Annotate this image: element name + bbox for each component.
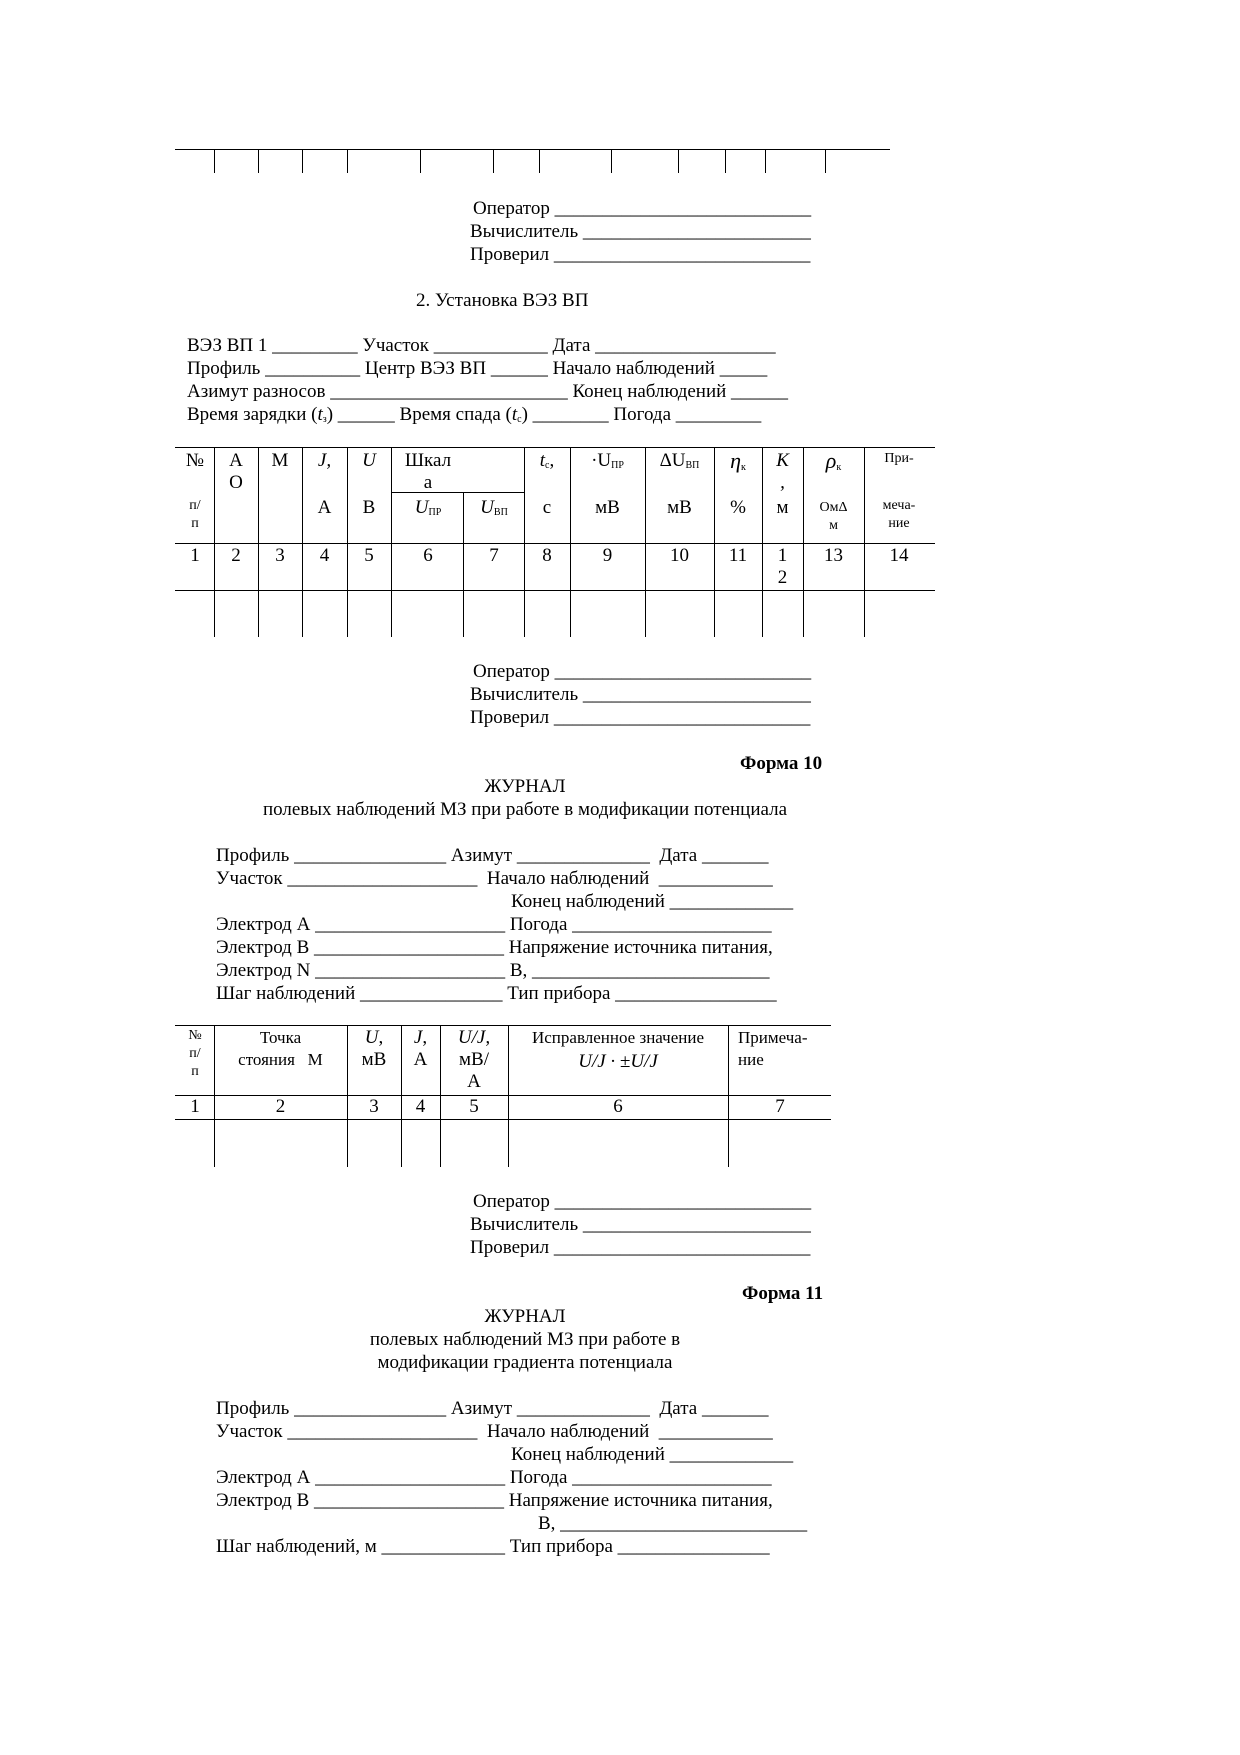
header-u: U <box>362 450 376 471</box>
form-11-subtitle-1: полевых наблюдений МЗ при работе в <box>369 1329 681 1350</box>
col-num: 1 2 <box>777 545 788 588</box>
form-11-line-3: Конец наблюдений _____________ <box>511 1444 794 1465</box>
form-10-title: ЖУРНАЛ <box>484 776 566 797</box>
col-num: 5 <box>469 1096 479 1117</box>
section-title: 2. Установка ВЭЗ ВП <box>416 290 589 311</box>
form-11-line-1: Профиль ________________ Азимут ______________ Дата _______ <box>216 1398 769 1419</box>
header-upr: $U_{ПР}$ <box>414 497 442 518</box>
signature-calculator: Вычислитель ________________________ <box>470 221 811 242</box>
form-10-line-7: Шаг наблюдений _______________ Тип прибора _________________ <box>216 983 777 1004</box>
signature-operator: Оператор ___________________________ <box>473 661 812 682</box>
form-11-line-5: Электрод В ____________________ Напряжение источника питания, <box>216 1490 773 1511</box>
form-11-line-2: Участок ____________________ Начало наблюдений ____________ <box>216 1421 773 1442</box>
col-num: 3 <box>275 545 285 566</box>
f10-header-point: Точка стояния М <box>238 1028 323 1069</box>
header-delta-uvp-unit: мВ <box>667 497 692 518</box>
header-dot-upr-unit: мВ <box>595 497 620 518</box>
form-10-label: Форма 10 <box>740 753 823 774</box>
header-j-unit: А <box>317 497 332 518</box>
col-num: 2 <box>275 1096 286 1117</box>
f10-header-u-unit: мВ <box>361 1049 387 1070</box>
f10-header-corrected: Исправленное значение <box>531 1028 704 1047</box>
col-num: 3 <box>369 1096 379 1117</box>
signature-operator: Оператор ___________________________ <box>473 1191 812 1212</box>
header-tc: $t_c$, <box>539 450 555 471</box>
header-note-2: меча- ние <box>882 498 916 531</box>
header-delta-uvp: $\Delta U_{ВП}$ <box>659 450 700 471</box>
f10-header-no: № п/ п <box>188 1028 202 1079</box>
header-rho-unit: ОмΔ м <box>819 500 848 533</box>
col-num: 7 <box>775 1096 785 1117</box>
col-num: 4 <box>319 545 330 566</box>
form-line-3: Азимут разносов _________________________ Конец наблюдений ______ <box>187 381 789 402</box>
header-u-unit: В <box>362 497 376 518</box>
col-num: 9 <box>602 545 613 566</box>
form-11-line-7: Шаг наблюдений, м _____________ Тип прибора ________________ <box>216 1536 770 1557</box>
col-num: 5 <box>364 545 374 566</box>
signature-checked: Проверил ___________________________ <box>470 244 811 265</box>
header-dot-upr: $\cdot U_{ПР}$ <box>591 450 624 471</box>
col-num: 11 <box>728 545 748 566</box>
col-num: 14 <box>889 545 909 566</box>
col-num: 1 <box>190 545 200 566</box>
signature-calculator: Вычислитель ________________________ <box>470 1214 811 1235</box>
col-num: 6 <box>423 545 433 566</box>
form-11-title: ЖУРНАЛ <box>484 1306 566 1327</box>
header-tc-unit: с <box>542 497 552 518</box>
col-num: 6 <box>613 1096 623 1117</box>
form-line-4: Время зарядки $(t_з)$ ______ Время спада $(t_c)$ ________ Погода _________ <box>187 404 762 425</box>
f10-header-note: Примеча- ние <box>738 1028 808 1069</box>
header-k: К , <box>776 450 789 493</box>
header-ao: А О <box>229 450 243 493</box>
col-num: 2 <box>231 545 241 566</box>
f10-header-uj-unit: мВ/ А <box>459 1049 489 1092</box>
f10-header-corrected-formula: U/J · ±U/J <box>578 1051 658 1072</box>
header-scale: Шкал а <box>404 450 452 493</box>
header-rho: $\rho_к$ <box>825 448 842 473</box>
form-10-line-3: Конец наблюдений _____________ <box>511 891 794 912</box>
form-line-1: ВЭЗ ВП 1 _________ Участок ____________ Дата ___________________ <box>187 335 776 356</box>
form-11-line-6: В, __________________________ <box>538 1513 808 1534</box>
header-eta: $\eta_к$ <box>730 448 746 473</box>
form-10-line-4: Электрод А ____________________ Погода _____________________ <box>216 914 772 935</box>
form-line-2: Профиль __________ Центр ВЭЗ ВП ______ Начало наблюдений _____ <box>187 358 768 379</box>
signature-checked: Проверил ___________________________ <box>470 707 811 728</box>
signature-operator: Оператор ___________________________ <box>473 198 812 219</box>
header-no: № <box>185 450 205 471</box>
header-k-unit: м <box>776 497 789 518</box>
form-10-subtitle: полевых наблюдений МЗ при работе в модификации потенциала <box>262 799 788 820</box>
f10-header-j-unit: А <box>413 1049 428 1070</box>
form-11-subtitle-2: модификации градиента потенциала <box>377 1352 673 1373</box>
f10-header-u: U, <box>364 1027 384 1048</box>
col-num: 10 <box>670 545 689 566</box>
header-m: М <box>271 450 289 471</box>
form-10-line-1: Профиль ________________ Азимут ______________ Дата _______ <box>216 845 769 866</box>
header-eta-unit: % <box>730 497 746 518</box>
signature-checked: Проверил ___________________________ <box>470 1237 811 1258</box>
col-num: 1 <box>190 1096 200 1117</box>
header-j: J, <box>317 450 332 471</box>
f10-header-uj: U/J, <box>457 1027 491 1048</box>
signature-calculator: Вычислитель ________________________ <box>470 684 811 705</box>
prev-table-top-line <box>175 149 890 150</box>
col-num: 4 <box>415 1096 426 1117</box>
header-note-1: При- <box>884 451 914 466</box>
col-num: 8 <box>542 545 552 566</box>
header-pp: п/ п <box>189 498 201 531</box>
f10-header-j: J, <box>413 1027 428 1048</box>
header-uvp: $U_{ВП}$ <box>480 497 508 518</box>
form-10-line-6: Электрод N ____________________ В, _________________________ <box>216 960 770 981</box>
col-num: 13 <box>824 545 843 566</box>
col-num: 7 <box>489 545 499 566</box>
form-10-line-5: Электрод В ____________________ Напряжение источника питания, <box>216 937 773 958</box>
form-11-label: Форма 11 <box>742 1283 824 1304</box>
form-11-line-4: Электрод А ____________________ Погода _____________________ <box>216 1467 772 1488</box>
form-10-line-2: Участок ____________________ Начало наблюдений ____________ <box>216 868 773 889</box>
